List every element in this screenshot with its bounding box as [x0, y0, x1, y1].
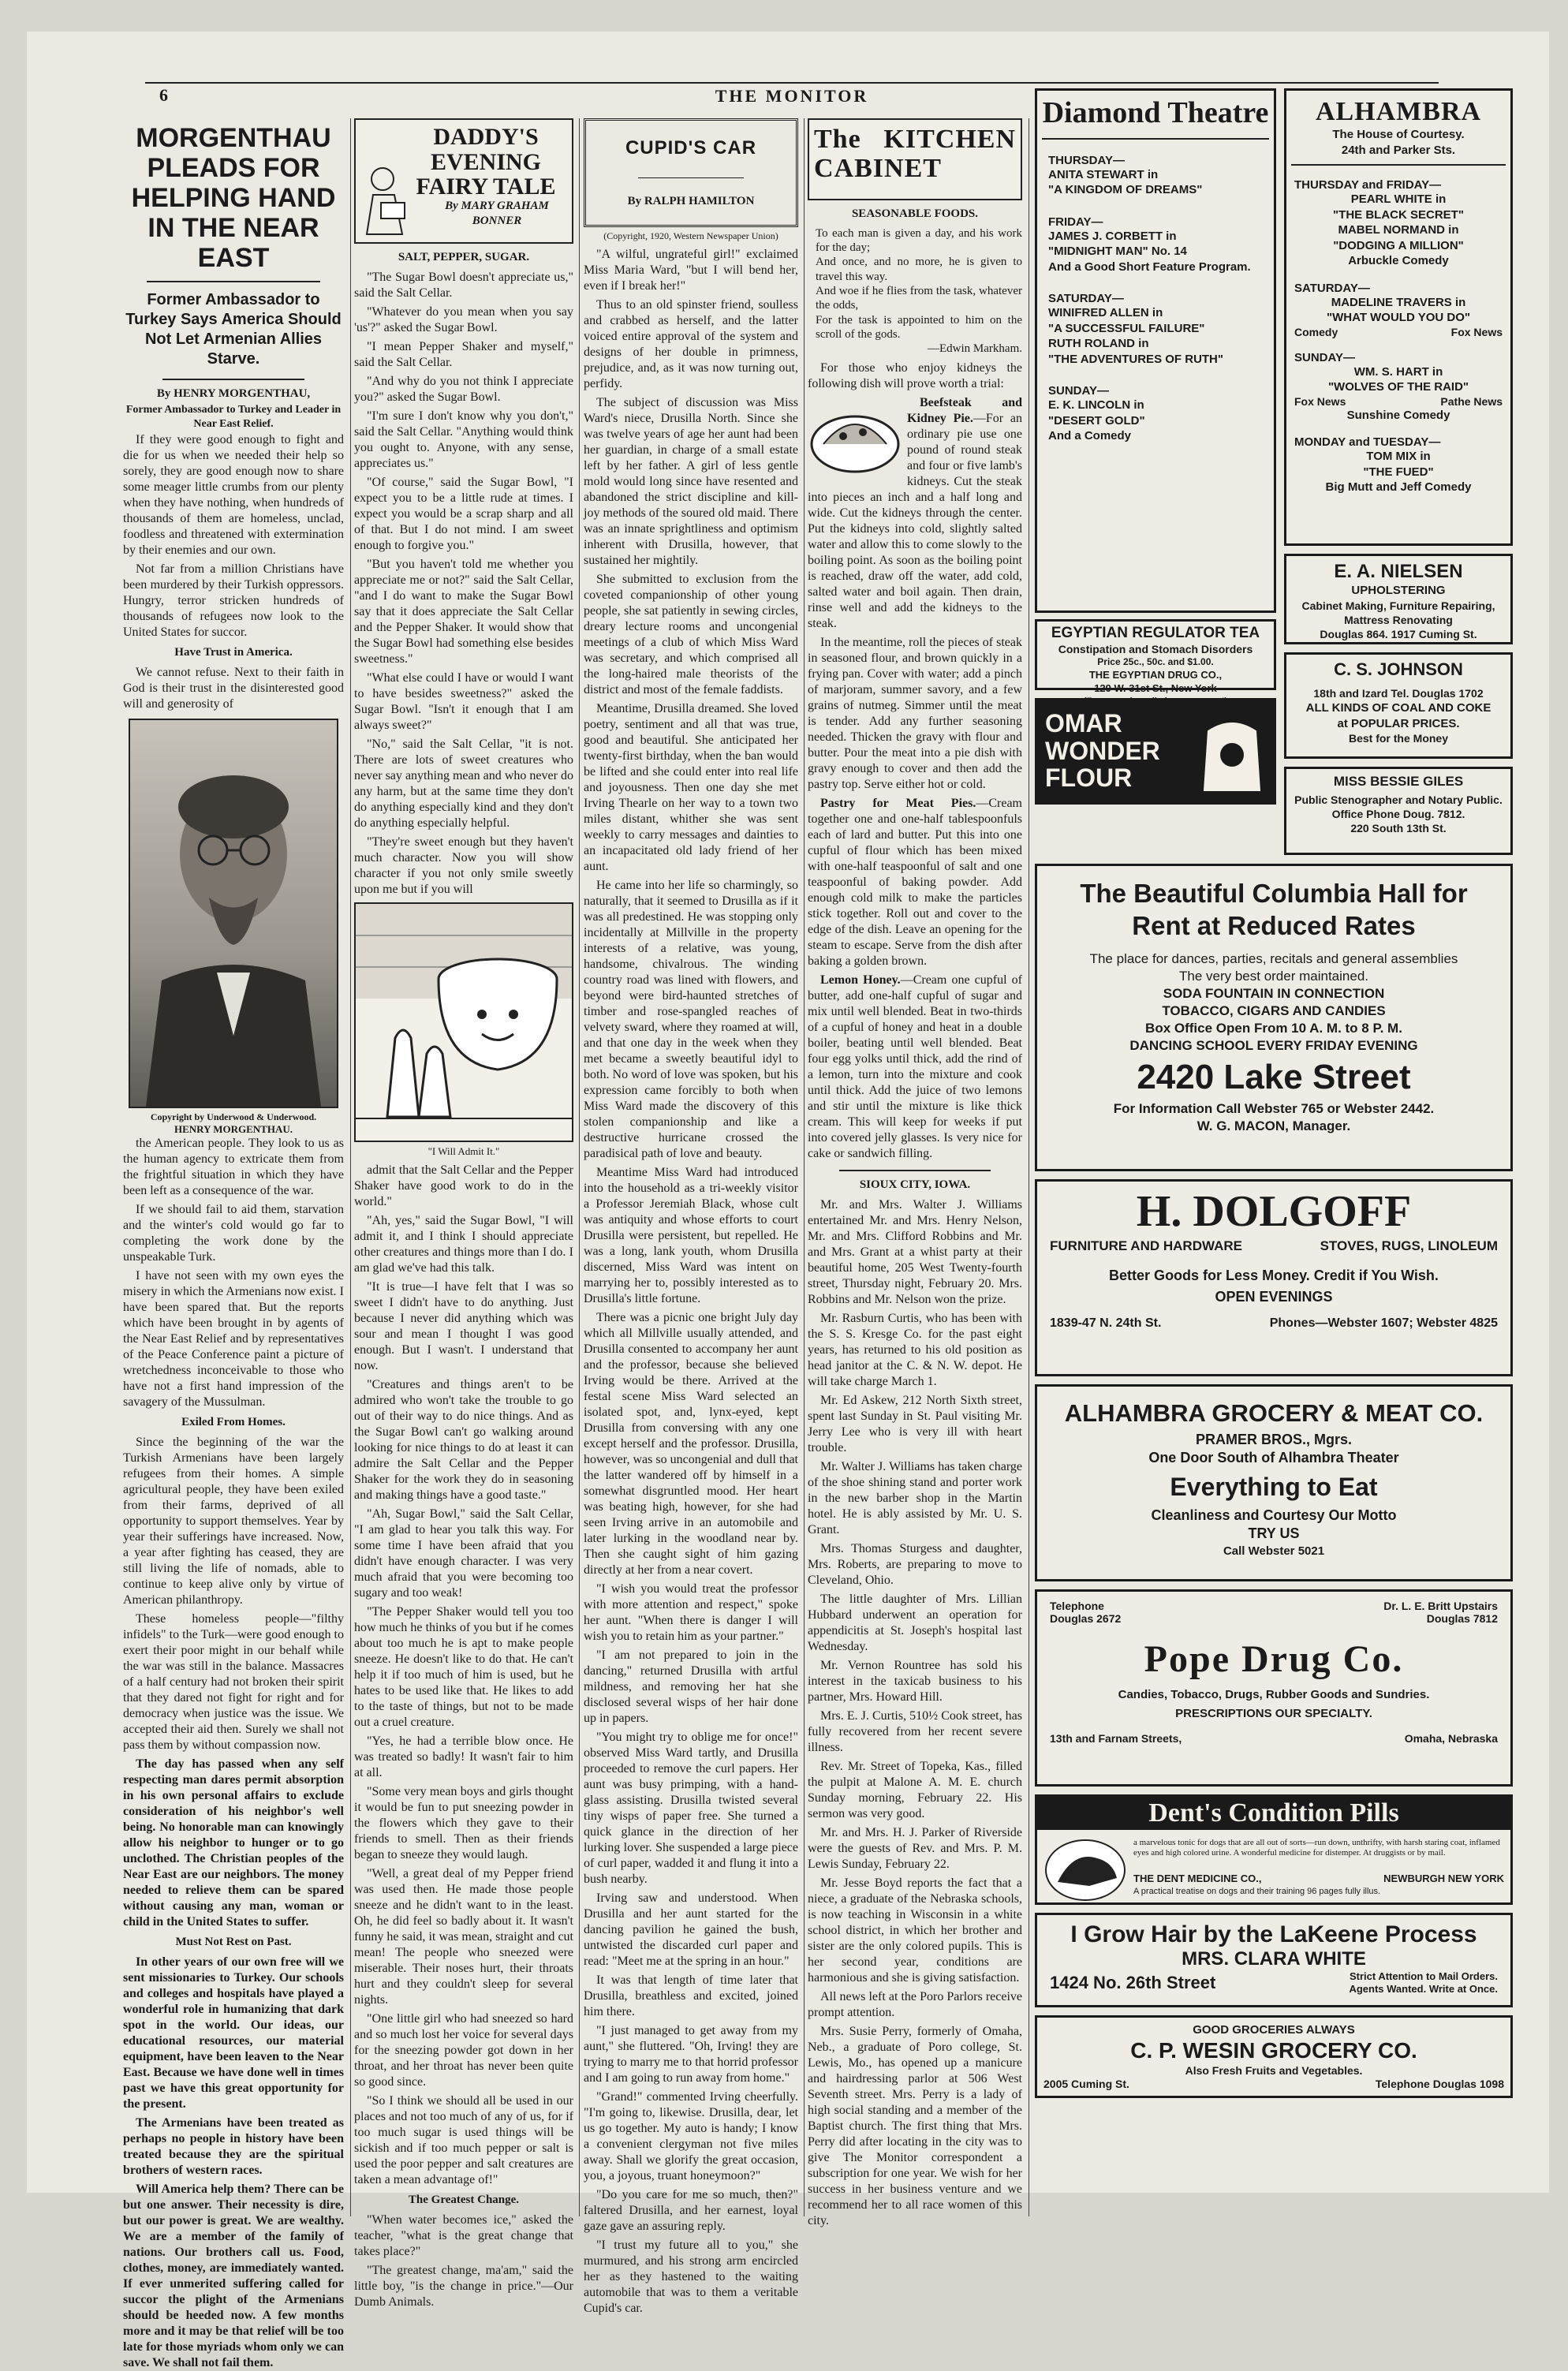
ad-headline: The Beautiful Columbia Hall for Rent at Reduced Rates	[1080, 879, 1468, 941]
news-item: Mr. Walter J. Williams has taken charge of the shoe shining stand and porter work in the new barber shop in the Martin hotel. He is ably assisted by Mr. U. S. Grant.	[808, 1460, 1022, 1537]
schedule-line: "WHAT WOULD YOU DO"	[1327, 311, 1470, 324]
paragraph: "I trust my future all to you," she murmured, and his strong arm encircled her as they hastened to the waiting automobile that was to them a veritable Cupid's car.	[584, 2238, 798, 2315]
ad-line: UPHOLSTERING	[1351, 584, 1446, 597]
divider	[638, 177, 744, 178]
meat-pie-illustration	[808, 397, 902, 476]
paragraph: admit that the Salt Cellar and the Pepper Shaker have good work to do in the world."	[354, 1163, 573, 1208]
poem-author: —Edwin Markham.	[928, 342, 1022, 356]
theatre-schedule	[1286, 166, 1510, 500]
divider	[839, 1170, 991, 1171]
article-deck: Former Ambassador to Turkey Says America Should Not Let Armenian Allies Starve.	[125, 291, 342, 368]
paragraph: Irving saw and understood. When Drusilla and her aunt started for the dancing pavilion he gained the bush, untwisted the discarded curl paper and read: "Meet me at the spring in an hour."	[584, 1891, 798, 1968]
news-item: Mrs. Susie Perry, formerly of Omaha, Neb., a graduate of Poro college, St. Lewis, Mo., has opened up a manicure and hairdressing parlor at 506 West Seventh street. Mrs. Perry is a lady of high social standing and a member of the Baptist church. The first thing that Mrs. Perry did after locating in the city was to give The Monitor correspondent a subscription for one year. We wish for her success in her business venture and we recommend her to all race women of this city.	[808, 2025, 1022, 2228]
copyright-line: (Copyright, 1920, Western Newspaper Union)	[603, 230, 778, 241]
banner-author: By MARY GRAHAM BONNER	[445, 200, 549, 227]
news-item: Mr. Jesse Boyd reports the fact that a niece, a graduate of the Nebraska schools, is now teaching in Wisconsin in a white school district, in which her brother and sister are the only colored pupils. This is her second year, conditions are harmonious and she is giving satisfaction.	[808, 1876, 1022, 1985]
schedule-extra: Fox News	[1450, 325, 1503, 338]
schedule-line: "MIDNIGHT MAN" No. 14	[1048, 245, 1187, 259]
subhead: Must Not Rest on Past.	[175, 1935, 292, 1948]
photo-caption: HENRY MORGENTHAU.	[174, 1122, 293, 1135]
paragraph: Thus to an old spinster friend, soulless and crabbed as herself, and the latter voiced entire approval of the system and designs of her double in primness, prejudice, and, as it was now turning out, perfidy.	[584, 297, 798, 390]
schedule-day: THURSDAY—	[1048, 153, 1125, 167]
schedule-line: "THE FUED"	[1363, 465, 1434, 479]
ad-line: Box Office Open From 10 A. M. to 8 P. M.	[1145, 1020, 1402, 1036]
column-rule	[804, 118, 805, 2216]
recipe-text: —For an ordinary pie use one pound of round steak and four or five lamb's kidneys. Cut the steak into pieces an inch and a half long and wide. Cut the kidneys through the center. Put the kidneys into cold, slightly salted water and allow this to come slowly to the boiling point. As soon as the boiling point is reached, draw off the water, add cold, salted water and boil again. Then drain, rinse well and add the kidneys to the steak.	[808, 412, 1022, 631]
paragraph: "One little girl who had sneezed so hard and so much lost her voice for several days for the sneezing powder got down in her throat, and her throat has never been quite so good since.	[354, 2012, 573, 2089]
ad-diamond-theatre	[1035, 88, 1276, 613]
page-header	[145, 58, 1439, 106]
business-name: E. A. NIELSEN	[1334, 561, 1463, 582]
ad-wesin-grocery	[1035, 2015, 1513, 2098]
sugar-bowl-illustration	[354, 902, 573, 1142]
business-name: H. DOLGOFF	[1136, 1187, 1412, 1236]
schedule-line: MABEL NORMAND in	[1338, 223, 1459, 237]
hall-address: 2420 Lake Street	[1137, 1058, 1411, 1097]
ad-lakeene-hair	[1035, 1913, 1513, 2007]
paragraph: Not far from a million Christians have been murdered by their Turkish oppressors. Hungry, terror stricken hundreds of thousands of refugees now look to the United States for succor.	[123, 562, 344, 640]
news-item: The little daughter of Mrs. Lillian Hubbard underwent an operation for appendicitis at St. Joseph's hospital last Wednesday.	[808, 1592, 1022, 1654]
schedule-extra: Pathe News	[1440, 394, 1503, 408]
ad-line: The place for dances, parties, recitals and general assemblies	[1089, 950, 1458, 966]
byline: By HENRY MORGENTHAU,	[156, 387, 311, 401]
paragraph: "No," said the Salt Cellar, "it is not. There are lots of sweet creatures who never say anything mean and who never do any harm, but at the same time they don't do anything especially kind and they don't do anything especially helpful.	[354, 737, 573, 830]
paragraph: "Yes, he had a terrible blow once. He was treated so badly! It wasn't fair to him at all.	[354, 1734, 573, 1779]
ad-line: ALL KINDS OF COAL AND COKE	[1305, 701, 1491, 715]
story-title: CUPID'S CAR	[625, 137, 757, 159]
ad-note: Agents Wanted. Write at Once.	[1349, 1982, 1498, 1995]
paragraph: "A wilful, ungrateful girl!" exclaimed Miss Maria Ward, "but I will bend her, even if I break her!"	[584, 247, 798, 293]
flour-sack-icon	[1197, 711, 1267, 794]
ad-dents-pills	[1035, 1794, 1513, 1905]
schedule-line: WM. S. HART in	[1353, 364, 1443, 379]
schedule-day: SATURDAY—	[1294, 281, 1370, 295]
ad-line: Douglas 7812	[1426, 1612, 1498, 1625]
schedule-day: FRIDAY—	[1048, 215, 1103, 229]
schedule-line: TOM MIX in	[1366, 450, 1431, 463]
theatre-address: 24th and Parker Sts.	[1341, 143, 1456, 157]
poem-line: And woe if he flies from the task, whatever the odds,	[816, 284, 1022, 312]
poem	[808, 226, 1022, 357]
news-item: Rev. Mr. Street of Topeka, Kas., filled the pulpit at Malone A. M. E. church Sunday morning, February 22. His sermon was very good.	[808, 1760, 1022, 1821]
schedule-line: Sunshine Comedy	[1346, 408, 1450, 422]
subhead: Exiled From Homes.	[181, 1416, 286, 1429]
ad-line: TOBACCO, CIGARS AND CANDIES	[1162, 1003, 1386, 1018]
paragraph: The subject of discussion was Miss Ward's niece, Drusilla North. Since she was twelve years of age her aunt had been her guardian, in charge of a small estate left by her father. A girl of less gentle mold would long since have resented and abandoned the strict discipline and kill-joy methods of the soured old maid. There was an innate sprightliness and optimism inherent with Drusilla, however, that sustained her mightily.	[584, 395, 798, 567]
ad-line: TRY US	[1248, 1525, 1300, 1542]
business-name: ALHAMBRA GROCERY & MEAT CO.	[1064, 1399, 1484, 1427]
paragraph: The Armenians have been treated as perhaps no people in history have been treated because they are the spiritual brothers of western races.	[123, 2115, 344, 2177]
paragraph: I have not seen with my own eyes the misery in which the Armenians now exist. I have been spared that. But the reports which have been brought in by agents of the Near East Relief and by representatives of the Peace Conference paint a picture of wretchedness inconceivable to those who have not a first hand impression of the savagery of the Mussulman.	[123, 1269, 344, 1410]
paragraph: He came into her life so charmingly, so naturally, that it seemed to Drusilla as if it was all predestined. He was stopping only incidentally at Millville in the property interests of a relative, was young, handsome, chivalrous. The winding country road was lined with flowers, and beyond were bird-haunted stretches of timber and rose-spangled reaches of velvety sward, where they roamed at will, and that one day in the week when they met became a sweetly beautiful idyl to both. No word of love was spoken, but his expression came forcibly to both when Miss Ward made the discovery of this stolen companionship and like a destructive hurricane crossed the paradisical path of love and beauty.	[584, 878, 798, 1160]
ad-line: FURNITURE AND HARDWARE	[1050, 1238, 1242, 1253]
product-line: WONDER	[1045, 736, 1160, 765]
schedule-line: "A SUCCESSFUL FAILURE"	[1048, 321, 1205, 335]
paragraph: "Creatures and things aren't to be admired who won't take the trouble to go out of their way to do nice things. And as the Sugar Bowl can't go walking around looking for nice things to do at least it can admire the Salt Cellar and the Pepper Shaker for the work they do in seasoning and making things have a good taste."	[354, 1378, 573, 1502]
paragraph: "You might try to oblige me for once!" observed Miss Ward tartly, and Drusilla proceeded to remove the curl papers. Her aunt was busy primping, with a hand-glass assisting. Drusilla twisted several tiny wisps of paper free. She turned a quick glance in the direction of her lurking lover. She suspended a large piece of curl paper, wadded it and flung it into a bush nearby.	[584, 1730, 798, 1886]
news-item: Mr. Vernon Rountree has sold his interest in the taxicab business to his partner, Mrs. Howard Hill.	[808, 1659, 1022, 1705]
paragraph: "The Sugar Bowl doesn't appreciate us," said the Salt Cellar.	[354, 270, 573, 300]
schedule-line: "A KINGDOM OF DREAMS"	[1048, 183, 1203, 197]
ad-line: NEWBURGH NEW YORK	[1383, 1873, 1504, 1884]
portrait-illustration	[130, 720, 337, 1107]
schedule-line: "THE BLACK SECRET"	[1333, 207, 1464, 222]
recipe-title: Pastry for Meat Pies.	[820, 797, 976, 811]
ad-line: Better Goods for Less Money. Credit if You Wish.	[1109, 1268, 1439, 1283]
news-item: All news left at the Poro Parlors receive prompt attention.	[808, 1990, 1022, 2020]
story-title: SALT, PEPPER, SUGAR.	[398, 251, 530, 263]
business-name: MISS BESSIE GILES	[1333, 774, 1464, 789]
paragraph: the American people. They look to us as the human agency to extricate them from the frightful situation in which they have been left as a consequence of the war.	[123, 1137, 344, 1198]
divider	[162, 379, 304, 380]
reader-figure-icon	[359, 159, 414, 238]
schedule-extra: Fox News	[1294, 394, 1346, 408]
business-name: Pope Drug Co.	[1144, 1638, 1404, 1680]
ad-line: Douglas 864. 1917 Cuming St.	[1320, 627, 1477, 640]
article-kitchen-cabinet	[808, 118, 1023, 2228]
ad-columbia-hall	[1035, 864, 1513, 1171]
schedule-line: Arbuckle Comedy	[1348, 254, 1449, 267]
ad-nielsen-upholstering	[1284, 554, 1513, 644]
ad-line: One Door South of Alhambra Theater	[1148, 1450, 1399, 1466]
business-name: C. P. WESIN GROCERY CO.	[1130, 2037, 1417, 2063]
theatre-tagline: The House of Courtesy.	[1332, 128, 1465, 141]
news-item: Mr. and Mrs. H. J. Parker of Riverside were the guests of Rev. and Mrs. P. M. Lewis Sunday, February 22.	[808, 1826, 1022, 1872]
news-section-title: SIOUX CITY, IOWA.	[859, 1178, 971, 1192]
ad-line: 129 W. 31st St., New York	[1094, 681, 1217, 694]
ad-line: The very best order maintained.	[1178, 968, 1368, 984]
ad-line: A practical treatise on dogs and their training 96 pages fully illus.	[1133, 1887, 1381, 1896]
paragraph: There was a picnic one bright July day which all Millville usually attended, and Drusilla consented to accompany her aunt and the professor, because she believed Irving would be there. Arrived at the festal scene Miss Ward selected an isolated spot, and, lynx-eyed, kept Drusilla from conversing with any one except herself and the professor. Drusilla, however, was so uncongenial and dull that the latter wandered off by himself in a somewhat disgruntled mood. Her heart was beating high, however, for she had seen Irving arrive in an automobile and later lurking in the woodland near by. Then she caught sight of him gazing directly at her from a near covert.	[584, 1310, 798, 1577]
divider	[147, 281, 320, 282]
schedule-line: E. K. LINCOLN in	[1048, 398, 1144, 413]
paragraph: "It is true—I have felt that I was so sweet I didn't have to do anything. Just because I never did anything which was sour and mean I thought I was good enough. But I wasn't. I understand that now.	[354, 1280, 573, 1372]
paragraph: "Of course," said the Sugar Bowl, "I expect you to be a little rude at times. I expect you would be a scrap sharp and all of that. But I do not mind. I am sweet enough to forgive you."	[354, 475, 573, 552]
banner-title: The KITCHEN CABINET	[814, 125, 1016, 184]
paragraph: "I am not prepared to join in the dancing," returned Drusilla with artful mildness, and removing her hat she disclosed several wisps of her hair done up in papers.	[584, 1648, 798, 1725]
product-name: EGYPTIAN REGULATOR TEA	[1051, 625, 1260, 641]
ad-dolgoff-furniture	[1035, 1179, 1513, 1376]
article-morgenthau	[123, 118, 344, 2369]
recipe-text: —Cream together one and one-half tablespoonfuls each of lard and butter. Put this into one cupful of flour which has been mixed with one-half teaspoonful of salt and one teaspoonful of baking powder. Add enough cold milk to make the particles stick together. Roll out and cover to the edge of the dish. Leave an opening for the steam to escape. Serve from the dish after baking a golden brown.	[808, 797, 1022, 969]
product-line: FLOUR	[1045, 764, 1133, 793]
ad-slogan: Everything to Eat	[1170, 1472, 1378, 1501]
paragraph: "But you haven't told me whether you appreciate me or not?" said the Salt Cellar, "and I do want to make the Sugar Bowl say that it does appreciate the Salt Cellar and the Pepper Shaker. It would show that the Sugar Bowl had something else besides sweetness."	[354, 557, 573, 666]
paragraph: "Whatever do you mean when you say 'us'?" asked the Sugar Bowl.	[354, 304, 573, 334]
column-rule	[350, 118, 351, 2216]
recipe-text: —Cream one cupful of butter, add one-half cupful of sugar and mix until well blended. Beat in two-thirds of a cupful of honey and heat in a double boiler, beating until well blended. Beat four egg yolks until thick, add the rind of a lemon, turn into the mixture and cook until thick. Add the juice of two lemons and stir until the mixture is like thick cream. This will keep for weeks if put into covered jelly glasses. Is very nice for cake or sandwich filling.	[808, 973, 1023, 1161]
paragraph: "I wish you would treat the professor with more attention and respect," spoke her aunt. "When there is danger I will wish you to retain him as your partner."	[584, 1581, 798, 1643]
news-item: Mrs. E. J. Curtis, 510½ Cook street, has fully recovered from her recent severe illness.	[808, 1709, 1022, 1755]
schedule-line: "WOLVES OF THE RAID"	[1327, 380, 1469, 394]
byline: By RALPH HAMILTON	[627, 195, 755, 207]
paragraph: "Well, a great deal of my Pepper friend was used then. He made those people sneeze and he didn't want to in the least. Oh, he did feel so badly about it. It wasn't funny he said, it was mean, straight and cut mean! The people who sneezed were miserable. Their noses hurt, their throats hurt and they couldn't sleep for several nights.	[354, 1867, 573, 2007]
ad-headline: I Grow Hair by the LaKeene Process	[1070, 1921, 1477, 1947]
article-headline: MORGENTHAU PLEADS FOR HELPING HAND IN THE NEAR EAST	[131, 123, 336, 274]
paragraph: It was that length of time later that Drusilla, breathless and excited, joined him there.	[584, 1973, 798, 2018]
paragraph: "I just managed to get away from my aunt," she fluttered. "Oh, Irving! they are trying to marry me to that horrid professor and I am going to run away from home."	[584, 2023, 798, 2085]
ad-line: Also Fresh Fruits and Vegetables.	[1185, 2063, 1363, 2077]
schedule-line: MADELINE TRAVERS in	[1331, 295, 1466, 309]
paragraph: If we should fail to aid them, starvation and the winter's cold would go far to completing the work done by the unspeakable Turk.	[123, 1203, 344, 1264]
sugar-bowl-drawing	[356, 904, 572, 1137]
paragraph: "I mean Pepper Shaker and myself," said the Salt Cellar.	[354, 339, 573, 369]
paragraph: "Ah, Sugar Bowl," said the Salt Cellar, "I am glad to hear you talk this way. For some time I have been afraid that you didn't have enough character. I was very much afraid that you were becoming too sugary and too weak!	[354, 1507, 573, 1600]
banner-title: DADDY'S EVENING FAIRY TALE	[416, 124, 556, 200]
schedule-line: ANITA STEWART in	[1048, 167, 1159, 181]
column-rule	[579, 118, 580, 2216]
schedule-line: Big Mutt and Jeff Comedy	[1325, 480, 1472, 494]
ad-line: Cabinet Making, Furniture Repairing, Mattress Renovating	[1301, 599, 1495, 626]
business-name: MRS. CLARA WHITE	[1182, 1948, 1366, 1970]
ad-line: Best for the Money	[1348, 732, 1448, 745]
article-fairy-tale	[354, 118, 573, 2309]
schedule-extra: Comedy	[1294, 325, 1338, 338]
ad-line: For Information Call Webster 765 or Webster 2442.	[1113, 1101, 1435, 1117]
ad-line: W. G. MACON, Manager.	[1197, 1118, 1351, 1134]
poem-line: And once, and no more, he is given to travel this way.	[816, 256, 1022, 283]
ad-line: THE DENT MEDICINE CO.,	[1133, 1873, 1262, 1884]
ad-line: 1839-47 N. 24th St.	[1050, 1316, 1162, 1330]
ad-line: Public Stenographer and Notary Public.	[1294, 793, 1503, 806]
schedule-day: SUNDAY—	[1048, 384, 1109, 398]
subhead: Have Trust in America.	[174, 646, 293, 659]
ad-line: PRESCRIPTIONS OUR SPECIALTY.	[1175, 1706, 1372, 1720]
theatre-schedule	[1037, 140, 1274, 450]
news-item: Mr. Rasburn Curtis, who has been with the S. S. Kresge Co. for the past eight years, has returned to his old position as head janitor at the C. & N. W. depot. He will take charge March 1.	[808, 1312, 1022, 1389]
paragraph: In the meantime, roll the pieces of steak in seasoned flour, and brown quickly in a frying pan. Cover with water; add a pinch of marjoram, summer savory, and a few grains of nutmeg. Simmer until the meat is tender. Add any further seasoning needed. Thicken the gravy with flour and butter. Pour the meat into a pie dish with gravy enough to cover and then add the pastry top. Serve either hot or cold.	[808, 636, 1022, 792]
schedule-line: WINIFRED ALLEN in	[1048, 306, 1163, 320]
paragraph: "The greatest change, ma'am," said the little boy, "is the change in price."—Our Dumb Animals.	[354, 2263, 573, 2309]
ad-line: Constipation and Stomach Disorders	[1058, 643, 1253, 655]
poem-line: To each man is given a day, and his work for the day;	[816, 226, 1022, 255]
schedule-line: JAMES J. CORBETT in	[1048, 229, 1177, 243]
byline-title: Former Ambassador to Turkey and Leader in Near East Relief.	[125, 404, 342, 430]
paragraph: "What else could I have or would I want to have besides sweetness?" asked the Sugar Bowl. "Isn't it enough that I am always sweet?"	[354, 670, 573, 732]
ad-line: Cleanliness and Courtesy Our Motto	[1151, 1507, 1397, 1523]
fairy-tale-banner	[354, 118, 573, 244]
ad-line: Office Phone Doug. 7812.	[1331, 808, 1465, 821]
ad-line: 13th and Farnam Streets,	[1050, 1732, 1182, 1745]
ad-line: PRAMER BROS., Mgrs.	[1195, 1432, 1353, 1447]
business-name: C. S. JOHNSON	[1334, 659, 1463, 679]
ad-line: 18th and Izard Tel. Douglas 1702	[1313, 687, 1484, 700]
news-item: Mrs. Thomas Sturgess and daughter, Mrs. Roberts, are preparing to move to Cleveland, Ohio.	[808, 1542, 1022, 1588]
ad-line: Candies, Tobacco, Drugs, Rubber Goods and Sundries.	[1118, 1688, 1430, 1701]
portrait-photo	[129, 719, 338, 1108]
schedule-day: THURSDAY and FRIDAY—	[1294, 178, 1442, 192]
ad-line: DANCING SCHOOL EVERY FRIDAY EVENING	[1129, 1037, 1418, 1053]
ad-line: Price 25c., 50c. and $1.00.	[1097, 656, 1214, 668]
ad-line: 220 South 13th St.	[1350, 822, 1447, 835]
ad-line: OPEN EVENINGS	[1215, 1289, 1333, 1305]
ad-bessie-giles	[1284, 767, 1513, 855]
paragraph: If they were good enough to fight and die for us when we needed their help so sorely, they are good enough now to share some meager little crumbs from our plenty when they have nothing, when hundreds of thousands of them are homeless, unclad, foodless and threatened with extermination by their enemies and our own.	[123, 433, 344, 558]
paragraph: "Some very mean boys and girls thought it would be fun to put sneezing powder in the flowers which they gave to their friends to smell. Then as their friends began to sneeze they would laugh.	[354, 1785, 573, 1861]
subhead: The Greatest Change.	[408, 2194, 520, 2206]
ad-line: SODA FOUNTAIN IN CONNECTION	[1163, 985, 1385, 1001]
paragraph: "When water becomes ice," asked the teacher, "what is the great change that takes place?"	[354, 2212, 573, 2258]
ad-egyptian-tea	[1035, 619, 1276, 694]
ad-line: Douglas 2672	[1050, 1612, 1122, 1625]
paragraph: Since the beginning of the war the Turkish Armenians have been largely refugees from their homes. A simple agricultural people, they have been exiled from their farms, deprived of all opportunity to support themselves. Year by year their sufferings have increased. Now, a year after fighting has ceased, they are still living the life of nomads, able to continue to keep alive only by virtue of American philanthropy.	[123, 1435, 344, 1607]
ad-note: Strict Attention to Mail Orders.	[1349, 1970, 1498, 1982]
poem-line: For the task is appointed to him on the scroll of the gods.	[816, 313, 1022, 341]
ad-alhambra-grocery	[1035, 1384, 1513, 1581]
business-address: 1424 No. 26th Street	[1050, 1972, 1216, 1992]
ad-line: Telephone Douglas 1098	[1375, 2077, 1504, 2090]
paragraph: "And why do you not think I appreciate you?" asked the Sugar Bowl.	[354, 374, 573, 404]
paragraph: "So I think we should all be used in our places and not too much of any of us, for if too much sugar is used things will be sickish and if too much pepper or salt is used the poor pepper and salt creatures are taken a mean advantage of!"	[354, 2094, 573, 2186]
schedule-line: "THE ADVENTURES OF RUTH"	[1048, 352, 1224, 366]
ad-line: Phones—Webster 1607; Webster 4825	[1269, 1316, 1498, 1330]
ad-line: Omaha, Nebraska	[1404, 1732, 1498, 1745]
schedule-line: And a Good Short Feature Program.	[1048, 260, 1251, 274]
paragraph: The day has passed when any self respecting man dares permit absorption in his own personal affairs to exclude consideration of his neighbor's well being. No honorable man can knowingly allow his neighbor to hunger or to go unclothed. The Christian peoples of the Near East are our neighbors. The money needed to relieve them can be spared without causing any man, woman or child in the United States to suffer.	[123, 1757, 344, 1929]
product-line: OMAR	[1045, 709, 1122, 737]
recipe-title: Beefsteak and Kidney Pie.	[907, 396, 1022, 426]
paragraph: She submitted to exclusion from the coveted companionship of other young people, she sat patiently in sewing circles, dreary lecture rooms and uncongenial meetings of a club of which Miss Ward was secretary, and which comprised all the long-haired male theorists of the district and most of the female faddists.	[584, 572, 798, 696]
paragraph: Meantime, Drusilla dreamed. She loved poetry, sentiment and all that was true, good and beautiful. She anticipated her twenty-first birthday, when the ban would be lifted and she could enter into real life and joyousness. Then one day she met Irving Thearle on her way to a town two miles distant, whither she was sent weekly to carry messages and dainties to an incapacitated old lady friend of her aunt.	[584, 701, 798, 873]
ad-line: 2005 Cuming St.	[1043, 2077, 1129, 2090]
page-number: 6	[159, 85, 168, 105]
ad-alhambra-theatre	[1284, 88, 1513, 546]
paragraph: "Grand!" commented Irving cheerfully. "I'm going to, likewise. Drusilla, dear, let us go together. My auto is handy; I know a convenient clergyman not five miles away. Shall we glorify the great occasion, you, a joyous, truant honeymoon?"	[584, 2089, 798, 2182]
paragraph: "Do you care for me so much, then?" faltered Drusilla, and her earnest, loyal gaze gave an assuring reply.	[584, 2187, 798, 2233]
schedule-line: And a Comedy	[1048, 429, 1132, 443]
paragraph: For those who enjoy kidneys the following dish will prove worth a trial:	[808, 361, 1022, 391]
article-cupids-car	[584, 118, 798, 2315]
schedule-line: "DESERT GOLD"	[1048, 413, 1145, 428]
schedule-day: SUNDAY—	[1294, 350, 1355, 364]
news-item: Mr. Ed Askew, 212 North Sixth street, spent last Sunday in St. Paul visiting Mr. Jerry Lee who is very ill with heart trouble.	[808, 1394, 1022, 1455]
photo-credit: Copyright by Underwood & Underwood.	[150, 1111, 317, 1122]
section-title: SEASONABLE FOODS.	[851, 207, 979, 220]
ad-line: Telephone	[1050, 1600, 1104, 1612]
ad-line: THE EGYPTIAN DRUG CO.,	[1088, 668, 1223, 681]
ad-body: a marvelous tonic for dogs that are all out of sorts—run down, unthrifty, with harsh staring coat, inflamed eyes and high colored urine. A wonderful medicine for distemper. At druggists or by mail.	[1133, 1838, 1500, 1858]
theatre-name: Diamond Theatre	[1042, 96, 1269, 129]
ad-line: Dr. L. E. Britt Upstairs	[1383, 1600, 1498, 1612]
schedule-day: SATURDAY—	[1048, 292, 1124, 306]
dog-icon	[1042, 1835, 1129, 1902]
paragraph: "I'm sure I don't know why you don't," said the Salt Cellar. "Anything would think you ought to. Anyone, with any sense, appreciates us."	[354, 409, 573, 470]
schedule-day: MONDAY and TUESDAY—	[1294, 435, 1441, 449]
theatre-name: ALHAMBRA	[1315, 97, 1482, 126]
schedule-line: RUTH ROLAND in	[1048, 337, 1149, 351]
newspaper-page	[27, 32, 1549, 2369]
paragraph: These homeless people—"filthy infidels" to the Turk—were good enough to exert their poor might in our behalf while the war was still in the balance. Massacres of a half century had not broken their spirit that they dared not fight for right and for democracy when justice was the issue. We accepted their aid then. Surely we shall not pass them by without compassion now.	[123, 1611, 344, 1752]
ad-omar-flour	[1035, 698, 1276, 805]
kitchen-cabinet-banner	[808, 118, 1022, 200]
ad-cs-johnson-coal	[1284, 652, 1513, 759]
news-item: Mr. and Mrs. Walter J. Williams entertained Mr. and Mrs. Henry Nelson, Mr. and Mrs. Clifford Robbins and Mr. and Mrs. Grant at a whist party at their beautiful home, 205 West Twenty-fourth street, Thursday night, February 20. Mrs. Robbins and Mr. Nelson won the prize.	[808, 1198, 1022, 1307]
paragraph: "They're sweet enough but they haven't much character. Now you will show character if you not only smile sweetly upon me but if you will	[354, 835, 573, 896]
ad-pope-drug	[1035, 1589, 1513, 1787]
ad-line: STOVES, RUGS, LINOLEUM	[1320, 1238, 1498, 1253]
schedule-line: "DODGING A MILLION"	[1333, 238, 1464, 252]
illustration-caption: "I Will Admit It."	[427, 1144, 500, 1157]
product-name: Dent's Condition Pills	[1037, 1797, 1510, 1830]
schedule-line: PEARL WHITE in	[1350, 192, 1447, 206]
paragraph: Meantime Miss Ward had introduced into the household as a tri-weekly visitor a Professor Jeremiah Black, whose cult was antiquity and whose efforts to court Drusilla were persistent, but repelled. He was a long, lank youth, whom Drusilla discerned, Miss Ward was intent on marrying her to, possibly interested as to Drusilla's little fortune.	[584, 1165, 798, 1305]
story-title-box	[584, 118, 798, 227]
ad-line: GOOD GROCERIES ALWAYS	[1193, 2023, 1355, 2037]
masthead-title: THE MONITOR	[715, 86, 869, 106]
ad-line: at POPULAR PRICES.	[1337, 716, 1460, 730]
paragraph: "Ah, yes," said the Sugar Bowl, "I will admit it, and I think I should appreciate other creatures and things more than I do. I am glad we've had this talk.	[354, 1214, 573, 1275]
paragraph: In other years of our own free will we sent missionaries to Turkey. Our schools and colleges and hospitals have played a wonderful role in humanizing that dark spot in the world. Our ideas, our educational resources, our material equipment, have been leaven to the Near East. Because we have done well in times past we have this great opportunity for the present.	[123, 1955, 344, 2111]
paragraph: Will America help them? There can be but one answer. Their necessity is dire, but our power is great. We are wealthy. We are a member of the family of nations. Our brothers call us. Food, clothes, money, are immediately wanted. If ever unmerited suffering called for succor the plight of the Armenians should be heeded now. A few months more and it may be that relief will be too late for those myriads whom only we can save. We shall not fail them.	[123, 2182, 344, 2369]
paragraph: "The Pepper Shaker would tell you too how much he thinks of you but if he comes about too much he is apt to make people sneeze. He doesn't like to do that. He can't help it if too much of him is used, but he hates to be used like that. He likes to add to the taste of things, but not to be made out a cruel creature.	[354, 1605, 573, 1729]
ad-line: Call Webster 5021	[1223, 1544, 1325, 1558]
paragraph: We cannot refuse. Next to their faith in God is their trust in the disinterested good will and generosity of	[123, 665, 344, 711]
recipe-title: Lemon Honey.	[820, 973, 901, 988]
